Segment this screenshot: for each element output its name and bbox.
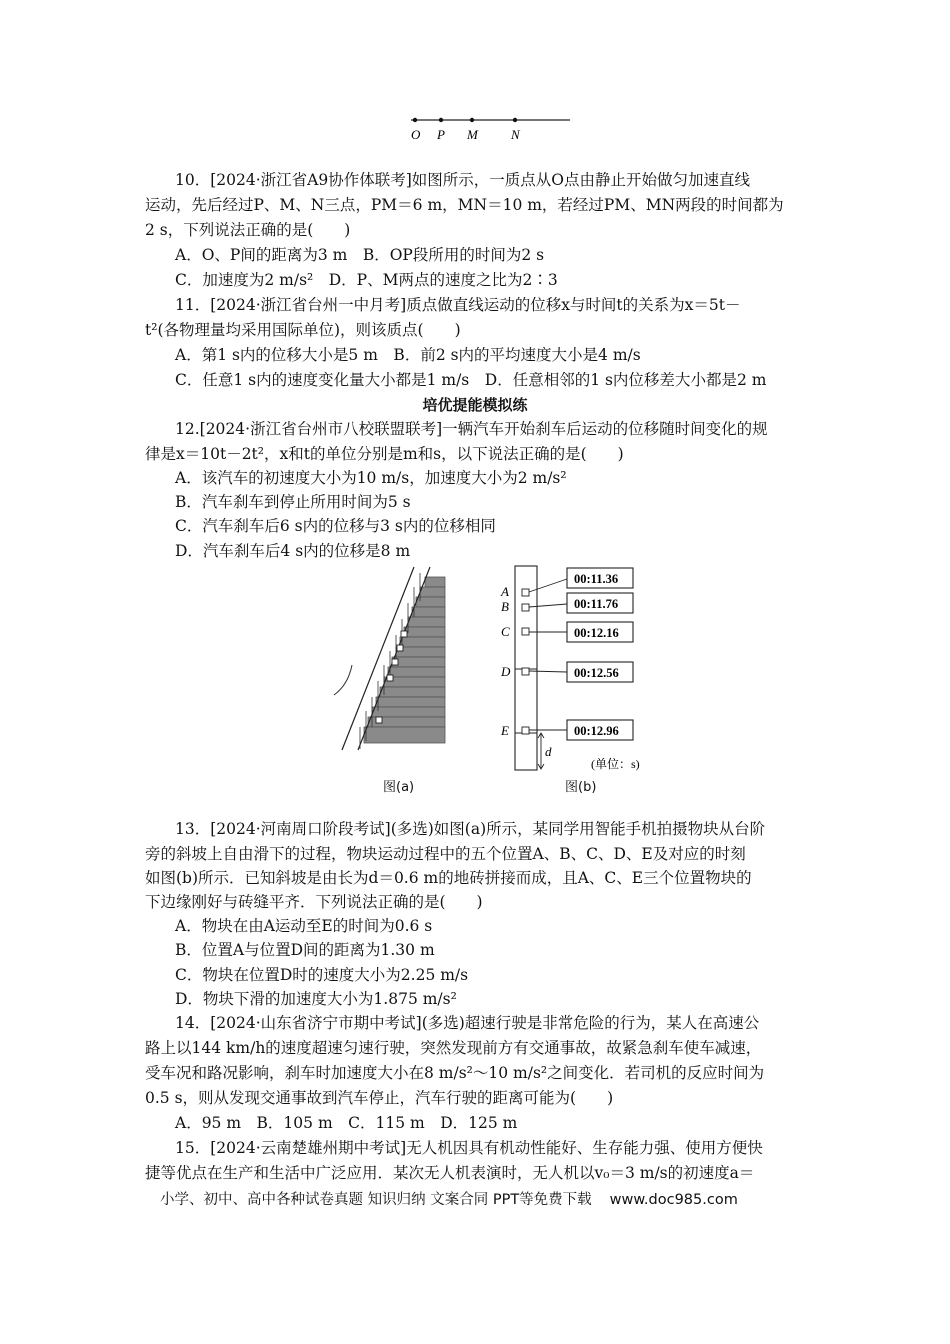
q14-line-1: 14．[2024·山东省济宁市期中考试](多选)超速行驶是非常危险的行为，某人在高速公 <box>175 1014 760 1032</box>
q13-line-4: 下边缘刚好与砖缝平齐．下列说法正确的是( ) <box>145 893 483 911</box>
q15-line-2: 捷等优点在生产和生活中广泛应用．某次无人机表演时，无人机以v₀＝3 m/s的初速度a＝ <box>145 1164 755 1182</box>
position-label-d: D <box>501 664 511 679</box>
label-m: M <box>467 127 478 142</box>
timestamp-c: 00:12.16 <box>574 626 619 640</box>
section-title: 培优提能模拟练 <box>422 396 528 414</box>
q11-options-ab: A．第1 s内的位移大小是5 m B．前2 s内的平均速度大小是4 m/s <box>175 346 641 364</box>
page-footer <box>160 1188 800 1209</box>
point-m-dot <box>470 118 474 122</box>
q11-line-1: 11．[2024·浙江省台州一中月考]质点做直线运动的位移x与时间t的关系为x＝5t－ <box>175 296 741 314</box>
timestamp-e: 00:12.96 <box>574 724 619 738</box>
position-label-c: C <box>501 624 510 639</box>
point-n-dot <box>513 118 517 122</box>
q13-line-2: 旁的斜坡上自由滑下的过程，物块运动过程中的五个位置A、B、C、D、E及对应的时刻 <box>145 845 746 863</box>
d-label: d <box>545 744 552 759</box>
label-p: P <box>437 127 445 142</box>
q14-line-4: 0.5 s，则从发现交通事故到汽车停止，汽车行驶的距离可能为( ) <box>145 1089 614 1107</box>
q13-line-3: 如图(b)所示．已知斜坡是由长为d＝0.6 m的地砖拼接而成，且A、C、E三个位置物块的 <box>145 869 752 887</box>
q10-line-3: 2 s，下列说法正确的是( ) <box>145 221 351 239</box>
label-n: N <box>511 127 520 142</box>
q11-options-cd: C．任意1 s内的速度变化量大小都是1 m/s D．任意相邻的1 s内位移差大小都是2 m <box>175 371 767 389</box>
point-o-dot <box>413 118 417 122</box>
q13-line-1: 13．[2024·河南周口阶段考试](多选)如图(a)所示，某同学用智能手机拍摄物块从台阶 <box>175 820 766 838</box>
q10-line-2: 运动，先后经过P、M、N三点，PM＝6 m，MN＝10 m，若经过PM、MN两段的时间都为 <box>145 196 784 214</box>
footer-text: 小学、初中、高中各种试卷真题 知识归纳 文案合同 PPT等免费下载 <box>160 1192 592 1208</box>
q10-options-cd: C．加速度为2 m/s² D．P、M两点的速度之比为2∶3 <box>175 271 558 289</box>
q13-option-b: B．位置A与位置D间的距离为1.30 m <box>175 941 435 959</box>
figure-a-stairs-slope <box>330 565 460 785</box>
q11-line-2: t²(各物理量均采用国际单位)，则该质点( ) <box>145 321 461 339</box>
q12-line-2: 律是x＝10t－2t²，x和t的单位分别是m和s，以下说法正确的是( ) <box>145 445 624 463</box>
q13-option-a: A．物块在由A运动至E的时间为0.6 s <box>175 917 433 935</box>
position-label-a: A <box>501 584 509 599</box>
q12-option-a: A．该汽车的初速度大小为10 m/s，加速度大小为2 m/s² <box>175 469 567 487</box>
q12-line-1: 12.[2024·浙江省台州市八校联盟联考]一辆汽车开始刹车后运动的位移随时间变化的规 <box>175 420 768 438</box>
q15-line-1: 15．[2024·云南楚雄州期中考试]无人机因具有机动性能好、生存能力强、使用方便快 <box>175 1139 763 1157</box>
q10-options-ab: A．O、P间的距离为3 m B．OP段所用的时间为2 s <box>175 246 545 264</box>
position-label-b: B <box>501 599 509 614</box>
timestamp-b: 00:11.76 <box>574 597 619 611</box>
q14-line-3: 受车况和路况影响，刹车时加速度大小在8 m/s²～10 m/s²之间变化．若司机的反应时间为 <box>145 1064 765 1082</box>
timestamp-d: 00:12.56 <box>574 666 619 680</box>
q13-option-d: D．物块下滑的加速度大小为1.875 m/s² <box>175 990 457 1008</box>
caption-figure-b: 图(b) <box>565 780 597 795</box>
footer-url[interactable]: www.doc985.com <box>609 1192 738 1208</box>
q12-option-c: C．汽车刹车后6 s内的位移与3 s内的位移相同 <box>175 517 496 535</box>
q12-option-b: B．汽车刹车到停止所用时间为5 s <box>175 493 411 511</box>
q10-line-1: 10．[2024·浙江省A9协作体联考]如图所示，一质点从O点由静止开始做匀加速直线 <box>175 171 750 189</box>
point-p-dot <box>439 118 443 122</box>
q14-line-2: 路上以144 km/h的速度超速匀速行驶，突然发现前方有交通事故，故紧急刹车使车减速， <box>145 1039 762 1057</box>
q14-options: A．95 m B．105 m C．115 m D．125 m <box>175 1114 518 1132</box>
q13-option-c: C．物块在位置D时的速度大小为2.25 m/s <box>175 966 469 984</box>
q12-option-d: D．汽车刹车后4 s内的位移是8 m <box>175 542 411 560</box>
number-line-figure <box>405 110 575 144</box>
label-o: O <box>411 127 421 142</box>
timestamp-a: 00:11.36 <box>574 572 619 586</box>
position-label-e: E <box>501 723 509 738</box>
caption-figure-a: 图(a) <box>383 780 415 795</box>
unit-label: (单位：s) <box>591 757 640 771</box>
figure-b-positions <box>495 563 665 773</box>
